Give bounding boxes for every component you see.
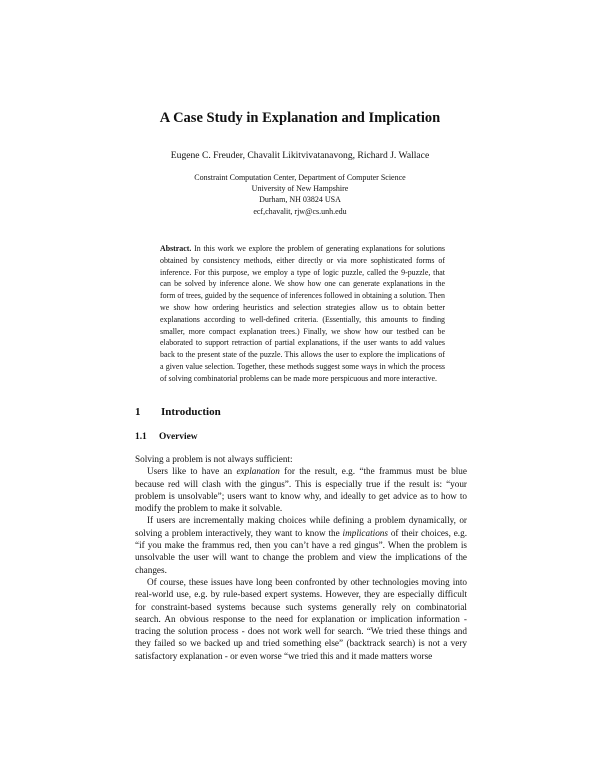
abstract xyxy=(160,243,445,385)
paragraph: If users are incrementally making choices while defining a problem dynamically, or solving a problem interactively, they want to know the implications of their choices, e.g. “if you make the frammus red, then you can’t have a red gingus”. When the problem is unsolvable the user will want to change the problem and view the implications of the changes. xyxy=(135,515,467,575)
author-list: Eugene C. Freuder, Chavalit Likitvivatanavong, Richard J. Wallace xyxy=(170,150,430,161)
author-emails: ecf,chavalit, rjw@cs.unh.edu xyxy=(253,206,347,216)
paragraph: Of course, these issues have long been confronted by other technologies moving into real-world use, e.g. by rule-based expert systems. However, they are especially difficult for constraint-based systems because such systems generally rely on combinatorial search. An obvious response to the need for explanation or implication information - tracing the solution process - does not work well for search. “We tried these things and they failed so we backed up and tried something else” (backtrack search) is not a very satisfactory explanation - or even worse “we tried this and it made matters worse xyxy=(135,576,467,661)
subsection-number: 1.1 xyxy=(135,432,147,442)
abstract-text: In this work we explore the problem of generating explanations for solutions obtained by consistency methods, either directly or via more sophisticated forms of inference. For this purpose, we employ a type of logic puzzle, called the 9-puzzle, that can be solved by inference alone. We show how one can generate explanations in the form of trees, guided by the sequence of inferences followed in obtaining a solution. Then we show how ordering heuristics and selection strategies allow us to obtain better explanations according to well-defined criteria. (Essentially, this amounts to finding smaller, more compact explanation trees.) Finally, we show how our testbed can be elaborated to support retraction of partial explanations, if the user wants to add values back to the present state of the puzzle. This allows the user to explore the implications of a given value selection. Together, these methods suggest some ways in which the process of solving combinatorial problems can be made more perspicuous and more interactive. xyxy=(160,244,446,383)
abstract-label: Abstract. xyxy=(160,244,192,253)
affiliation-block xyxy=(0,172,600,217)
emphasis: explanation xyxy=(236,466,280,477)
section-title: Introduction xyxy=(161,406,221,418)
body-text xyxy=(135,453,467,662)
paragraph: Users like to have an explanation for the result, e.g. “the frammus must be blue because red will clash with the gingus”. This is especially true if the result is: “your problem is unsolvable”; users want to know why, and ideally to get advice as to how to modify the problem to make it solvable. xyxy=(135,466,467,514)
section-heading xyxy=(135,406,221,418)
paper-title: A Case Study in Explanation and Implication xyxy=(159,110,441,126)
emphasis: implications xyxy=(342,527,388,538)
affiliation-line: Constraint Computation Center, Department of Computer Science xyxy=(194,173,406,182)
subsection-heading xyxy=(135,432,198,442)
paragraph: Solving a problem is not always sufficient: xyxy=(135,454,293,464)
affiliation-line: University of New Hampshire xyxy=(251,184,349,194)
section-number: 1 xyxy=(135,406,141,418)
affiliation-line: Durham, NH 03824 USA xyxy=(259,195,341,205)
subsection-title: Overview xyxy=(159,432,198,442)
